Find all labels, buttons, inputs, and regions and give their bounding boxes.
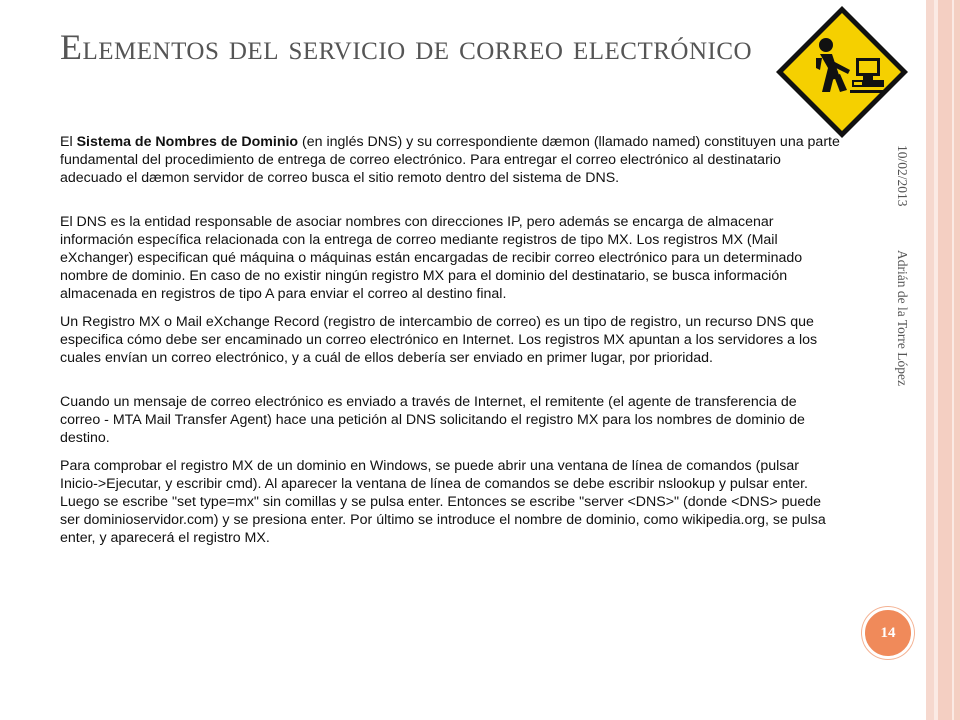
- paragraph: El DNS es la entidad responsable de asociar nombres con direcciones IP, pero además se encarga de almacenar información específica relacionada con la entrega de correo mediante registros de tipo MX. Los registros MX (Mail eXchanger) especifican qué máquina o máquinas están encargadas de recibir correo electrónico para un determinado nombre de dominio. En caso de no existir ningún registro MX para el dominio del destinatario, se busca información almacenada en registros de tipo A para enviar el correo al destino final.: [60, 214, 803, 302]
- page-number-badge: 14: [862, 607, 914, 659]
- paragraph: Cuando un mensaje de correo electrónico es enviado a través de Internet, el remitente (el agente de transferencia de correo - MTA Mail Transfer Agent) hace una petición al DNS solicitando el registro MX para los nombres de dominio de destino.: [60, 394, 805, 446]
- paragraph: Un Registro MX o Mail eXchange Record (registro de intercambio de correo) es un tipo de registro, un recurso DNS que especifica cómo debe ser encaminado un correo electrónico en Internet. Los registros MX apuntan a los servidores a los cuales envían un correo electrónico, y a cuál de ellos debería ser enviado en primer lugar, por prioridad.: [60, 314, 818, 366]
- side-footer: [894, 145, 916, 445]
- paragraph-text: (en inglés DNS) y su correspondiente dæmon (llamado named) constituyen una parte fundamental del procedimiento de entrega de correo electrónico. Para entregar el correo electrónico al destinatario adecuado el dæmon servidor de correo busca el sitio remoto dentro del sistema de DNS.: [60, 134, 840, 186]
- slide-title: Elementos del servicio de correo electrónico: [60, 27, 753, 67]
- decorative-stripe: [926, 0, 934, 720]
- decorative-stripe: [938, 0, 960, 720]
- paragraph-text: El: [60, 134, 77, 150]
- decorative-stripe: [952, 0, 954, 720]
- slide-body: [60, 133, 840, 547]
- paragraph: Para comprobar el registro MX de un dominio en Windows, se puede abrir una ventana de línea de comandos (pulsar Inicio->Ejecutar, y escribir cmd). Al aparecer la ventana de línea de comandos se debe escribir nslookup y pulsar enter. Luego se escribe "set type=mx" sin comillas y se pulsa enter. Entonces se escribe "server <DNS>" (donde <DNS> puede ser dominioservidor.com) y se presiona enter. Por último se introduce el nombre de dominio, como wikipedia.org, se pulsa enter, y aparecerá el registro MX.: [60, 458, 826, 546]
- construction-worker-computer-sign-icon: [774, 4, 910, 140]
- paragraph: [60, 133, 840, 187]
- slide-author: Adrián de la Torre López: [895, 250, 910, 386]
- slide-date: 10/02/2013: [895, 145, 910, 207]
- bold-term: Sistema de Nombres de Dominio: [76, 134, 299, 150]
